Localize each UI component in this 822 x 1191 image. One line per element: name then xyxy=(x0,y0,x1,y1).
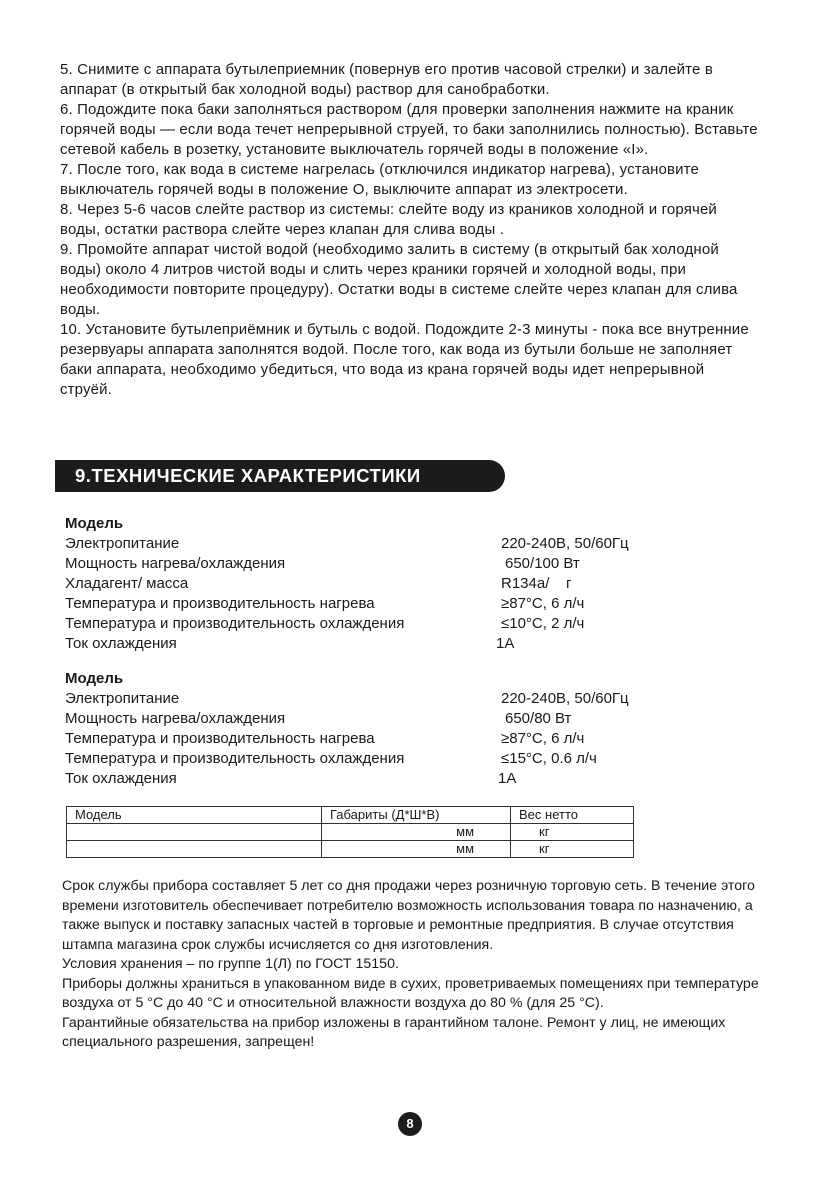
step-10: 10. Установите бутылеприёмник и бутыль с водой. Подождите 2-3 минуты - пока все внутренние резервуары аппарата заполнятся водой. После того, как вода из бутыли больше не заполняет баки аппарата, необходимо убедиться, что вода из крана горячей воды идет непрерывной струёй. xyxy=(60,321,749,398)
spec-row: Хладагент/ масса R134a/ г xyxy=(65,575,572,592)
spec-model-label: Модель xyxy=(65,515,124,532)
table-cell: кг xyxy=(511,841,634,858)
spec-row: Температура и производительность нагрева ≥87°С, 6 л/ч xyxy=(65,595,585,612)
section-title: 9.ТЕХНИЧЕСКИЕ ХАРАКТЕРИСТИКИ xyxy=(75,465,421,486)
table-header-cell: Вес нетто xyxy=(511,807,634,824)
step-6: 6. Подождите пока баки заполняться раствором (для проверки заполнения нажмите на краник горячей воды — если вода течет непрерывной струей, то баки заполнились полностью). Вставьте сетевой кабель в розетку, установите выключатель горячей воды в положение «I». xyxy=(60,101,758,158)
spec-row: Температура и производительность охлаждения ≤15°С, 0.6 л/ч xyxy=(65,750,597,767)
table-cell: кг xyxy=(511,824,634,841)
table-header-cell: Модель xyxy=(67,807,322,824)
step-8: 8. Через 5-6 часов слейте раствор из системы: слейте воду из краников холодной и горячей воды, остатки раствора слейте через клапан для слива воды . xyxy=(60,201,717,238)
step-7: 7. После того, как вода в системе нагрелась (отключился индикатор нагрева), установите выключатель горячей воды в положение О, выключите аппарат из электросети. xyxy=(60,161,700,198)
step-9: 9. Промойте аппарат чистой водой (необходимо залить в систему (в открытый бак холодной воды) около 4 литров чистой воды и слить через краники горячей и холодной воды, при необходимости повторите процедуру). Остатки воды в системе слейте через клапан для слива воды. xyxy=(60,241,738,318)
table-header-cell: Габариты (Д*Ш*В) xyxy=(322,807,511,824)
step-5: 5. Снимите с аппарата бутылеприемник (повернув его против часовой стрелки) и залейте в аппарат (в открытый бак холодной воды) раствор для санобработки. xyxy=(60,61,713,98)
table-row xyxy=(67,824,634,841)
dimensions-table xyxy=(66,806,634,858)
spec-row: Мощность нагрева/охлаждения 650/100 Вт xyxy=(65,555,580,572)
service-life-paragraph: Срок службы прибора составляет 5 лет со дня продажи через розничную торговую сеть. В течение этого времени изготовитель обеспечивает потребителю возможность использования товара по назначению, а также выпуск и поставку запасных частей в торговые и ремонтные предприятия. В случае отсутствия штампа магазина срок службы исчисляется со дня изготовления. xyxy=(62,878,755,953)
table-cell xyxy=(67,841,322,858)
table-cell xyxy=(67,824,322,841)
spec-row: Температура и производительность нагрева ≥87°С, 6 л/ч xyxy=(65,730,585,747)
table-row xyxy=(67,841,634,858)
storage-conditions-paragraph: Условия хранения – по группе 1(Л) по ГОСТ 15150. xyxy=(62,956,399,972)
warranty-obligations-paragraph: Гарантийные обязательства на прибор изложены в гарантийном талоне. Ремонт у лиц, не имеющих специального разрешения, запрещен! xyxy=(62,1014,726,1050)
table-cell: мм xyxy=(322,841,511,858)
spec-row: Температура и производительность охлаждения ≤10°С, 2 л/ч xyxy=(65,615,585,632)
table-header-row xyxy=(67,807,634,824)
spec-row: Электропитание 220-240В, 50/60Гц xyxy=(65,535,629,552)
warranty-text xyxy=(62,877,762,1053)
spec-row: Электропитание 220-240В, 50/60Гц xyxy=(65,690,629,707)
spec-row: Мощность нагрева/охлаждения 650/80 Вт xyxy=(65,710,572,727)
storage-details-paragraph: Приборы должны храниться в упакованном виде в сухих, проветриваемых помещениях при температуре воздуха от 5 °С до 40 °С и относительной влажности воздуха до 80 % (для 25 °С). xyxy=(62,975,759,1011)
cleaning-steps xyxy=(60,60,760,400)
section-header xyxy=(55,460,505,492)
spec-model-label: Модель xyxy=(65,670,124,687)
spec-row: Ток охлаждения 1А xyxy=(65,770,517,787)
page-number-badge: 8 xyxy=(398,1112,422,1136)
table-cell: мм xyxy=(322,824,511,841)
spec-block-1 xyxy=(65,514,765,654)
spec-block-2 xyxy=(65,669,765,789)
spec-row: Ток охлаждения 1А xyxy=(65,635,515,652)
